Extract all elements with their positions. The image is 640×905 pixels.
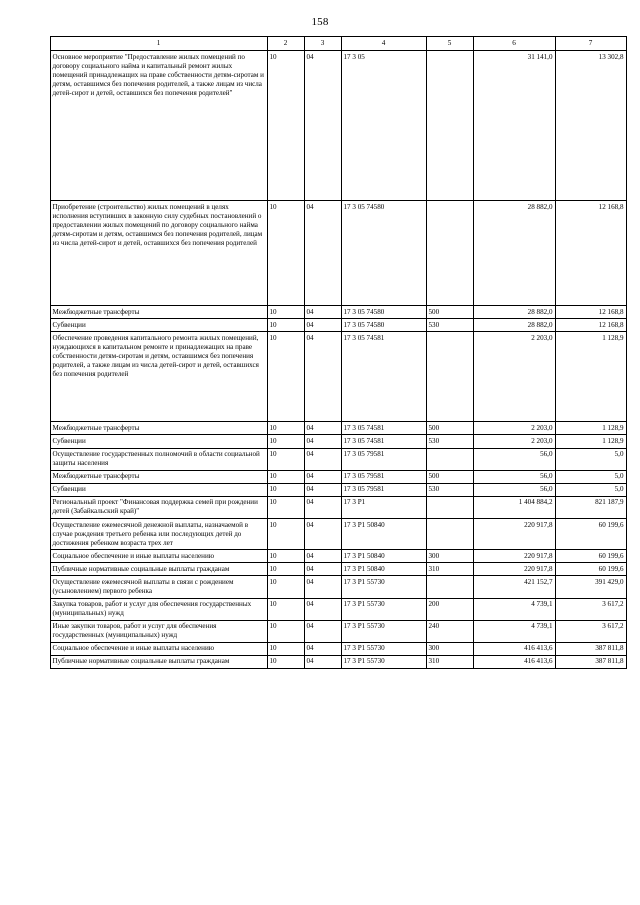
column-header-3: 3 — [304, 37, 341, 51]
cell-name: Публичные нормативные социальные выплаты гражданам — [50, 655, 267, 668]
cell-target-code: 17 3 P1 55730 — [341, 655, 426, 668]
cell-name: Субвенции — [50, 435, 267, 448]
cell-name: Осуществление ежемесячной выплаты в связи с рождением (усыновлением) первого ребенка — [50, 576, 267, 598]
cell-target-code: 17 3 05 79581 — [341, 470, 426, 483]
cell-target-code: 17 3 05 74581 — [341, 422, 426, 435]
cell-subsection: 04 — [304, 576, 341, 598]
cell-amount-plan: 12 168,8 — [555, 201, 626, 306]
cell-subsection: 04 — [304, 332, 341, 422]
cell-amount-current: 4 739,1 — [473, 598, 555, 620]
table-row — [50, 655, 626, 668]
cell-section: 10 — [267, 483, 304, 496]
cell-amount-current: 2 203,0 — [473, 422, 555, 435]
cell-name: Осуществление ежемесячной денежной выплаты, назначаемой в случае рождения третьего ребенка или последующих детей до достижения ребенком возраста трех лет — [50, 519, 267, 550]
cell-expense-type: 500 — [426, 306, 473, 319]
cell-amount-current: 220 917,8 — [473, 563, 555, 576]
cell-amount-current: 28 882,0 — [473, 306, 555, 319]
cell-name: Региональный проект "Финансовая поддержка семей при рождении детей (Забайкальский край)" — [50, 496, 267, 518]
cell-subsection: 04 — [304, 550, 341, 563]
cell-expense-type — [426, 496, 473, 518]
cell-section: 10 — [267, 306, 304, 319]
page-number: 158 — [311, 16, 329, 28]
table-row — [50, 470, 626, 483]
cell-expense-type: 530 — [426, 483, 473, 496]
cell-expense-type: 310 — [426, 655, 473, 668]
column-header-5: 5 — [426, 37, 473, 51]
cell-name: Иные закупки товаров, работ и услуг для обеспечения государственных (муниципальных) нужд — [50, 620, 267, 642]
cell-section: 10 — [267, 332, 304, 422]
table-row — [50, 519, 626, 550]
cell-amount-current: 56,0 — [473, 483, 555, 496]
table-row — [50, 422, 626, 435]
cell-subsection: 04 — [304, 519, 341, 550]
cell-subsection: 04 — [304, 435, 341, 448]
cell-amount-plan: 387 811,8 — [555, 655, 626, 668]
cell-subsection: 04 — [304, 422, 341, 435]
cell-section: 10 — [267, 550, 304, 563]
column-header-2: 2 — [267, 37, 304, 51]
cell-section: 10 — [267, 435, 304, 448]
cell-amount-plan: 60 199,6 — [555, 550, 626, 563]
cell-section: 10 — [267, 470, 304, 483]
table-row — [50, 51, 626, 201]
cell-target-code: 17 3 P1 55730 — [341, 642, 426, 655]
cell-target-code: 17 3 P1 55730 — [341, 598, 426, 620]
cell-subsection: 04 — [304, 319, 341, 332]
cell-amount-plan: 391 429,0 — [555, 576, 626, 598]
cell-expense-type — [426, 519, 473, 550]
cell-expense-type: 500 — [426, 470, 473, 483]
cell-amount-current: 56,0 — [473, 470, 555, 483]
table-row — [50, 550, 626, 563]
cell-section: 10 — [267, 51, 304, 201]
cell-target-code: 17 3 05 79581 — [341, 483, 426, 496]
cell-amount-plan: 5,0 — [555, 448, 626, 470]
column-header-7: 7 — [555, 37, 626, 51]
cell-target-code: 17 3 P1 55730 — [341, 576, 426, 598]
cell-target-code: 17 3 05 79581 — [341, 448, 426, 470]
cell-amount-current: 4 739,1 — [473, 620, 555, 642]
cell-amount-current: 421 152,7 — [473, 576, 555, 598]
cell-subsection: 04 — [304, 448, 341, 470]
cell-name: Социальное обеспечение и иные выплаты населению — [50, 642, 267, 655]
cell-amount-plan: 12 168,8 — [555, 306, 626, 319]
cell-target-code: 17 3 05 74580 — [341, 201, 426, 306]
cell-amount-plan: 1 128,9 — [555, 422, 626, 435]
table-body — [50, 37, 626, 669]
cell-subsection: 04 — [304, 51, 341, 201]
cell-amount-plan: 1 128,9 — [555, 435, 626, 448]
table-row — [50, 483, 626, 496]
cell-expense-type — [426, 332, 473, 422]
column-header-6: 6 — [473, 37, 555, 51]
cell-amount-plan: 60 199,6 — [555, 519, 626, 550]
cell-target-code: 17 3 05 74580 — [341, 306, 426, 319]
cell-section: 10 — [267, 655, 304, 668]
cell-subsection: 04 — [304, 496, 341, 518]
cell-section: 10 — [267, 448, 304, 470]
cell-target-code: 17 3 P1 50840 — [341, 519, 426, 550]
cell-expense-type: 530 — [426, 435, 473, 448]
cell-expense-type: 300 — [426, 550, 473, 563]
cell-amount-current: 28 882,0 — [473, 201, 555, 306]
cell-amount-plan: 12 168,8 — [555, 319, 626, 332]
cell-section: 10 — [267, 201, 304, 306]
cell-target-code: 17 3 05 74581 — [341, 435, 426, 448]
cell-section: 10 — [267, 620, 304, 642]
table-row — [50, 448, 626, 470]
table-row — [50, 620, 626, 642]
cell-name: Субвенции — [50, 483, 267, 496]
cell-section: 10 — [267, 422, 304, 435]
cell-name: Межбюджетные трансферты — [50, 470, 267, 483]
cell-target-code: 17 3 05 — [341, 51, 426, 201]
cell-amount-plan: 821 187,9 — [555, 496, 626, 518]
cell-name: Субвенции — [50, 319, 267, 332]
cell-section: 10 — [267, 642, 304, 655]
table-row — [50, 319, 626, 332]
cell-subsection: 04 — [304, 306, 341, 319]
cell-amount-current: 31 141,0 — [473, 51, 555, 201]
cell-target-code: 17 3 05 74580 — [341, 319, 426, 332]
cell-expense-type: 240 — [426, 620, 473, 642]
cell-section: 10 — [267, 319, 304, 332]
cell-amount-plan: 1 128,9 — [555, 332, 626, 422]
cell-subsection: 04 — [304, 642, 341, 655]
cell-name: Основное мероприятие "Предоставление жилых помещений по договору социального найма и капитальный ремонт жилых помещений принадлежащих на праве собственности детям-сиротам и детям, оставшимся без попечения родителей, а также лицам из числа детей-сирот и детей, оставшихся без попечения родителей" — [50, 51, 267, 201]
column-header-4: 4 — [341, 37, 426, 51]
cell-subsection: 04 — [304, 620, 341, 642]
cell-expense-type — [426, 51, 473, 201]
cell-expense-type — [426, 448, 473, 470]
cell-expense-type: 500 — [426, 422, 473, 435]
cell-expense-type — [426, 201, 473, 306]
cell-subsection: 04 — [304, 470, 341, 483]
cell-name: Осуществление государственных полномочий в области социальной защиты населения — [50, 448, 267, 470]
cell-amount-current: 1 404 884,2 — [473, 496, 555, 518]
cell-name: Межбюджетные трансферты — [50, 422, 267, 435]
cell-amount-plan: 387 811,8 — [555, 642, 626, 655]
cell-amount-current: 416 413,6 — [473, 642, 555, 655]
cell-section: 10 — [267, 519, 304, 550]
cell-expense-type: 310 — [426, 563, 473, 576]
table-row — [50, 598, 626, 620]
cell-name: Закупка товаров, работ и услуг для обеспечения государственных (муниципальных) нужд — [50, 598, 267, 620]
cell-amount-current: 220 917,8 — [473, 550, 555, 563]
cell-target-code: 17 3 05 74581 — [341, 332, 426, 422]
column-header-1: 1 — [50, 37, 267, 51]
cell-target-code: 17 3 P1 50840 — [341, 550, 426, 563]
cell-amount-current: 2 203,0 — [473, 332, 555, 422]
cell-section: 10 — [267, 496, 304, 518]
cell-amount-current: 2 203,0 — [473, 435, 555, 448]
cell-name: Публичные нормативные социальные выплаты гражданам — [50, 563, 267, 576]
table-row — [50, 332, 626, 422]
cell-name: Социальное обеспечение и иные выплаты населению — [50, 550, 267, 563]
cell-section: 10 — [267, 576, 304, 598]
cell-amount-plan: 5,0 — [555, 470, 626, 483]
table-row — [50, 642, 626, 655]
cell-amount-current: 416 413,6 — [473, 655, 555, 668]
cell-amount-plan: 60 199,6 — [555, 563, 626, 576]
budget-table — [50, 36, 627, 669]
cell-section: 10 — [267, 563, 304, 576]
table-header-row — [50, 37, 626, 51]
table-row — [50, 576, 626, 598]
table-row — [50, 563, 626, 576]
cell-target-code: 17 3 P1 55730 — [341, 620, 426, 642]
budget-table-container — [50, 36, 624, 669]
cell-amount-current: 28 882,0 — [473, 319, 555, 332]
table-row — [50, 201, 626, 306]
cell-amount-plan: 13 302,8 — [555, 51, 626, 201]
cell-subsection: 04 — [304, 201, 341, 306]
cell-amount-current: 220 917,8 — [473, 519, 555, 550]
cell-subsection: 04 — [304, 483, 341, 496]
cell-subsection: 04 — [304, 655, 341, 668]
cell-name: Обеспечение проведения капитального ремонта жилых помещений, нуждающихся в капитальном ремонте и принадлежащих на праве собственности детям-сиротам и детям, оставшимся без попечения родителей, а также лицам из числа детей-сирот и детей, оставшихся без попечения родителей — [50, 332, 267, 422]
cell-amount-current: 56,0 — [473, 448, 555, 470]
cell-name: Приобретение (строительство) жилых помещений в целях исполнения вступивших в законную силу судебных постановлений о предоставлении жилых помещений по договору социального найма детям-сиротам и детям, оставшимся без попечения родителей, лицам из числа детей-сирот и детей, оставшихся без попечения родителей — [50, 201, 267, 306]
cell-subsection: 04 — [304, 598, 341, 620]
cell-section: 10 — [267, 598, 304, 620]
table-row — [50, 496, 626, 518]
cell-expense-type: 200 — [426, 598, 473, 620]
cell-amount-plan: 5,0 — [555, 483, 626, 496]
cell-target-code: 17 3 P1 50840 — [341, 563, 426, 576]
cell-target-code: 17 3 P1 — [341, 496, 426, 518]
cell-expense-type: 530 — [426, 319, 473, 332]
cell-amount-plan: 3 617,2 — [555, 620, 626, 642]
cell-name: Межбюджетные трансферты — [50, 306, 267, 319]
table-row — [50, 435, 626, 448]
cell-expense-type — [426, 576, 473, 598]
cell-subsection: 04 — [304, 563, 341, 576]
table-row — [50, 306, 626, 319]
cell-expense-type: 300 — [426, 642, 473, 655]
cell-amount-plan: 3 617,2 — [555, 598, 626, 620]
